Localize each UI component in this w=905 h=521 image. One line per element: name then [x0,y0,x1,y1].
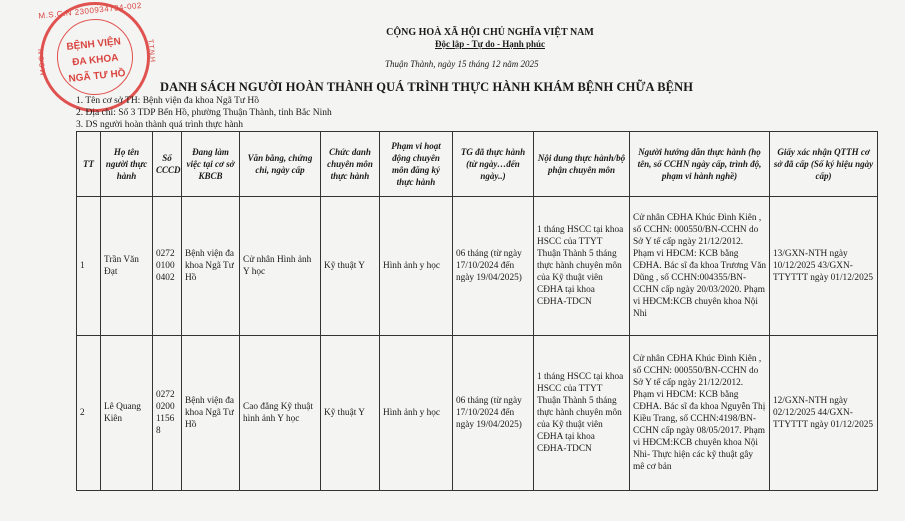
cell-instructor: Cử nhân CĐHA Khúc Đình Kiên , số CCHN: 000550/BN-CCHN do Sở Y tế cấp ngày 21/12/2012. Phạm vi HĐCM: KCB bằng CĐHA. Bác sĩ đa khoa Nguyễn Thị Kiều Trang, số CCHN:4198/BN-CCHN cấp ngày 08/05/2017. Phạm vi HĐCM:KCB chuyên khoa Nội Nhi- Thực hiện các kỹ thuật gây mê cơ bản [630,336,770,491]
cell-workplace: Bệnh viện đa khoa Ngã Tư Hồ [182,197,240,336]
cell-cert: 13/GXN-NTH ngày 10/12/2025 43/GXN-TTYTTT ngày 01/12/2025 [770,197,878,336]
table-row [77,197,878,336]
cell-tt: 2 [77,336,101,491]
header-workplace: Đang làm việc tại cơ sở KBCB [182,132,240,197]
cell-scope: Hình ảnh y học [380,197,453,336]
cell-duration: 06 tháng (từ ngày 17/10/2024 đến ngày 19/04/2025) [453,197,534,336]
header-cert: Giấy xác nhận QTTH cơ sở đã cấp (Số ký hiệu ngày cấp) [770,132,878,197]
header-name: Họ tên người thực hành [101,132,153,197]
national-title: CỘNG HOÀ XÃ HỘI CHỦ NGHĨA VIỆT NAM [386,27,594,38]
seal-line-1: BỆNH VIỆN [66,36,122,53]
seal-ring-left: M.S.C.N [37,48,48,76]
cell-position: Kỹ thuật Y [321,336,380,491]
cell-degree: Cử nhân Hình ảnh Y học [240,197,321,336]
header-instructor: Người hướng dẫn thực hành (họ tên, số CCHN ngày cấp, trình độ, phạm vi hành nghề) [630,132,770,197]
seal-name [55,33,136,89]
cell-instructor: Cử nhân CĐHA Khúc Đình Kiên , số CCHN: 000550/BN-CCHN do Sở Y tế cấp ngày 21/12/2012. Phạm vi HĐCM: KCB bằng CĐHA. Bác sĩ đa khoa Trương Văn Dũng , số CCHN:004355/BN-CCHN cấp ngày 20/03/2020. Phạm vi HĐCM:KCB chuyên khoa Nội Nhi [630,197,770,336]
facility-address: 2. Địa chỉ: Số 3 TDP Bến Hồ, phường Thuận Thành, tỉnh Bắc Ninh [76,108,332,118]
seal-ring-right: T.T.N.H [146,38,156,63]
header-position: Chức danh chuyên môn thực hành [321,132,380,197]
header-cccd: Số CCCD [153,132,182,197]
cell-content: 1 tháng HSCC tại khoa HSCC của TTYT Thuận Thành 5 tháng thực hành chuyên môn của Kỹ thuật viên CĐHA tại khoa CĐHA-TDCN [534,197,630,336]
table-header-row [77,132,878,197]
cell-name: Trần Văn Đạt [101,197,153,336]
cell-name: Lê Quang Kiên [101,336,153,491]
cell-cert: 12/GXN-NTH ngày 02/12/2025 44/GXN-TTYTTT ngày 01/12/2025 [770,336,878,491]
practitioner-table [76,131,878,491]
seal-ring-text: M.S.C.N 2300934734-002 [37,0,143,21]
cell-cccd: 0272020011568 [153,336,182,491]
cell-workplace: Bệnh viện đa khoa Ngã Tư Hồ [182,336,240,491]
cell-duration: 06 tháng (từ ngày 17/10/2024 đến ngày 19/04/2025) [453,336,534,491]
document-date: Thuận Thành, ngày 15 tháng 12 năm 2025 [385,59,539,69]
header-scope: Phạm vi hoạt động chuyên môn đăng ký thực hành [380,132,453,197]
header-duration: TG đã thực hành (từ ngày…đến ngày..) [453,132,534,197]
document-title: DANH SÁCH NGƯỜI HOÀN THÀNH QUÁ TRÌNH THỰC HÀNH KHÁM BỆNH CHỮA BỆNH [160,80,694,94]
cell-degree: Cao đẳng Kỹ thuật hình ảnh Y học [240,336,321,491]
cell-content: 1 tháng HSCC tại khoa HSCC của TTYT Thuận Thành 5 tháng thực hành chuyên môn của Kỹ thuật viên CĐHA tại khoa CĐHA-TDCN [534,336,630,491]
header-degree: Văn bằng, chứng chỉ, ngày cấp [240,132,321,197]
list-heading: 3. DS người hoàn thành quá trình thực hành [76,120,244,130]
national-motto: Độc lập - Tự do - Hạnh phúc [434,39,545,49]
cell-position: Kỹ thuật Y [321,197,380,336]
cell-cccd: 027201000402 [153,197,182,336]
seal-line-2: ĐA KHOA [71,52,119,69]
table-row [77,336,878,491]
cell-tt: 1 [77,197,101,336]
seal-line-3: NGÃ TƯ HỒ [68,67,127,85]
facility-name: 1. Tên cơ sở TH: Bệnh viện đa khoa Ngã Tư Hồ [76,96,260,106]
cell-scope: Hình ảnh y học [380,336,453,491]
header-content: Nội dung thực hành/bộ phận chuyên môn [534,132,630,197]
header-tt: TT [77,132,101,197]
